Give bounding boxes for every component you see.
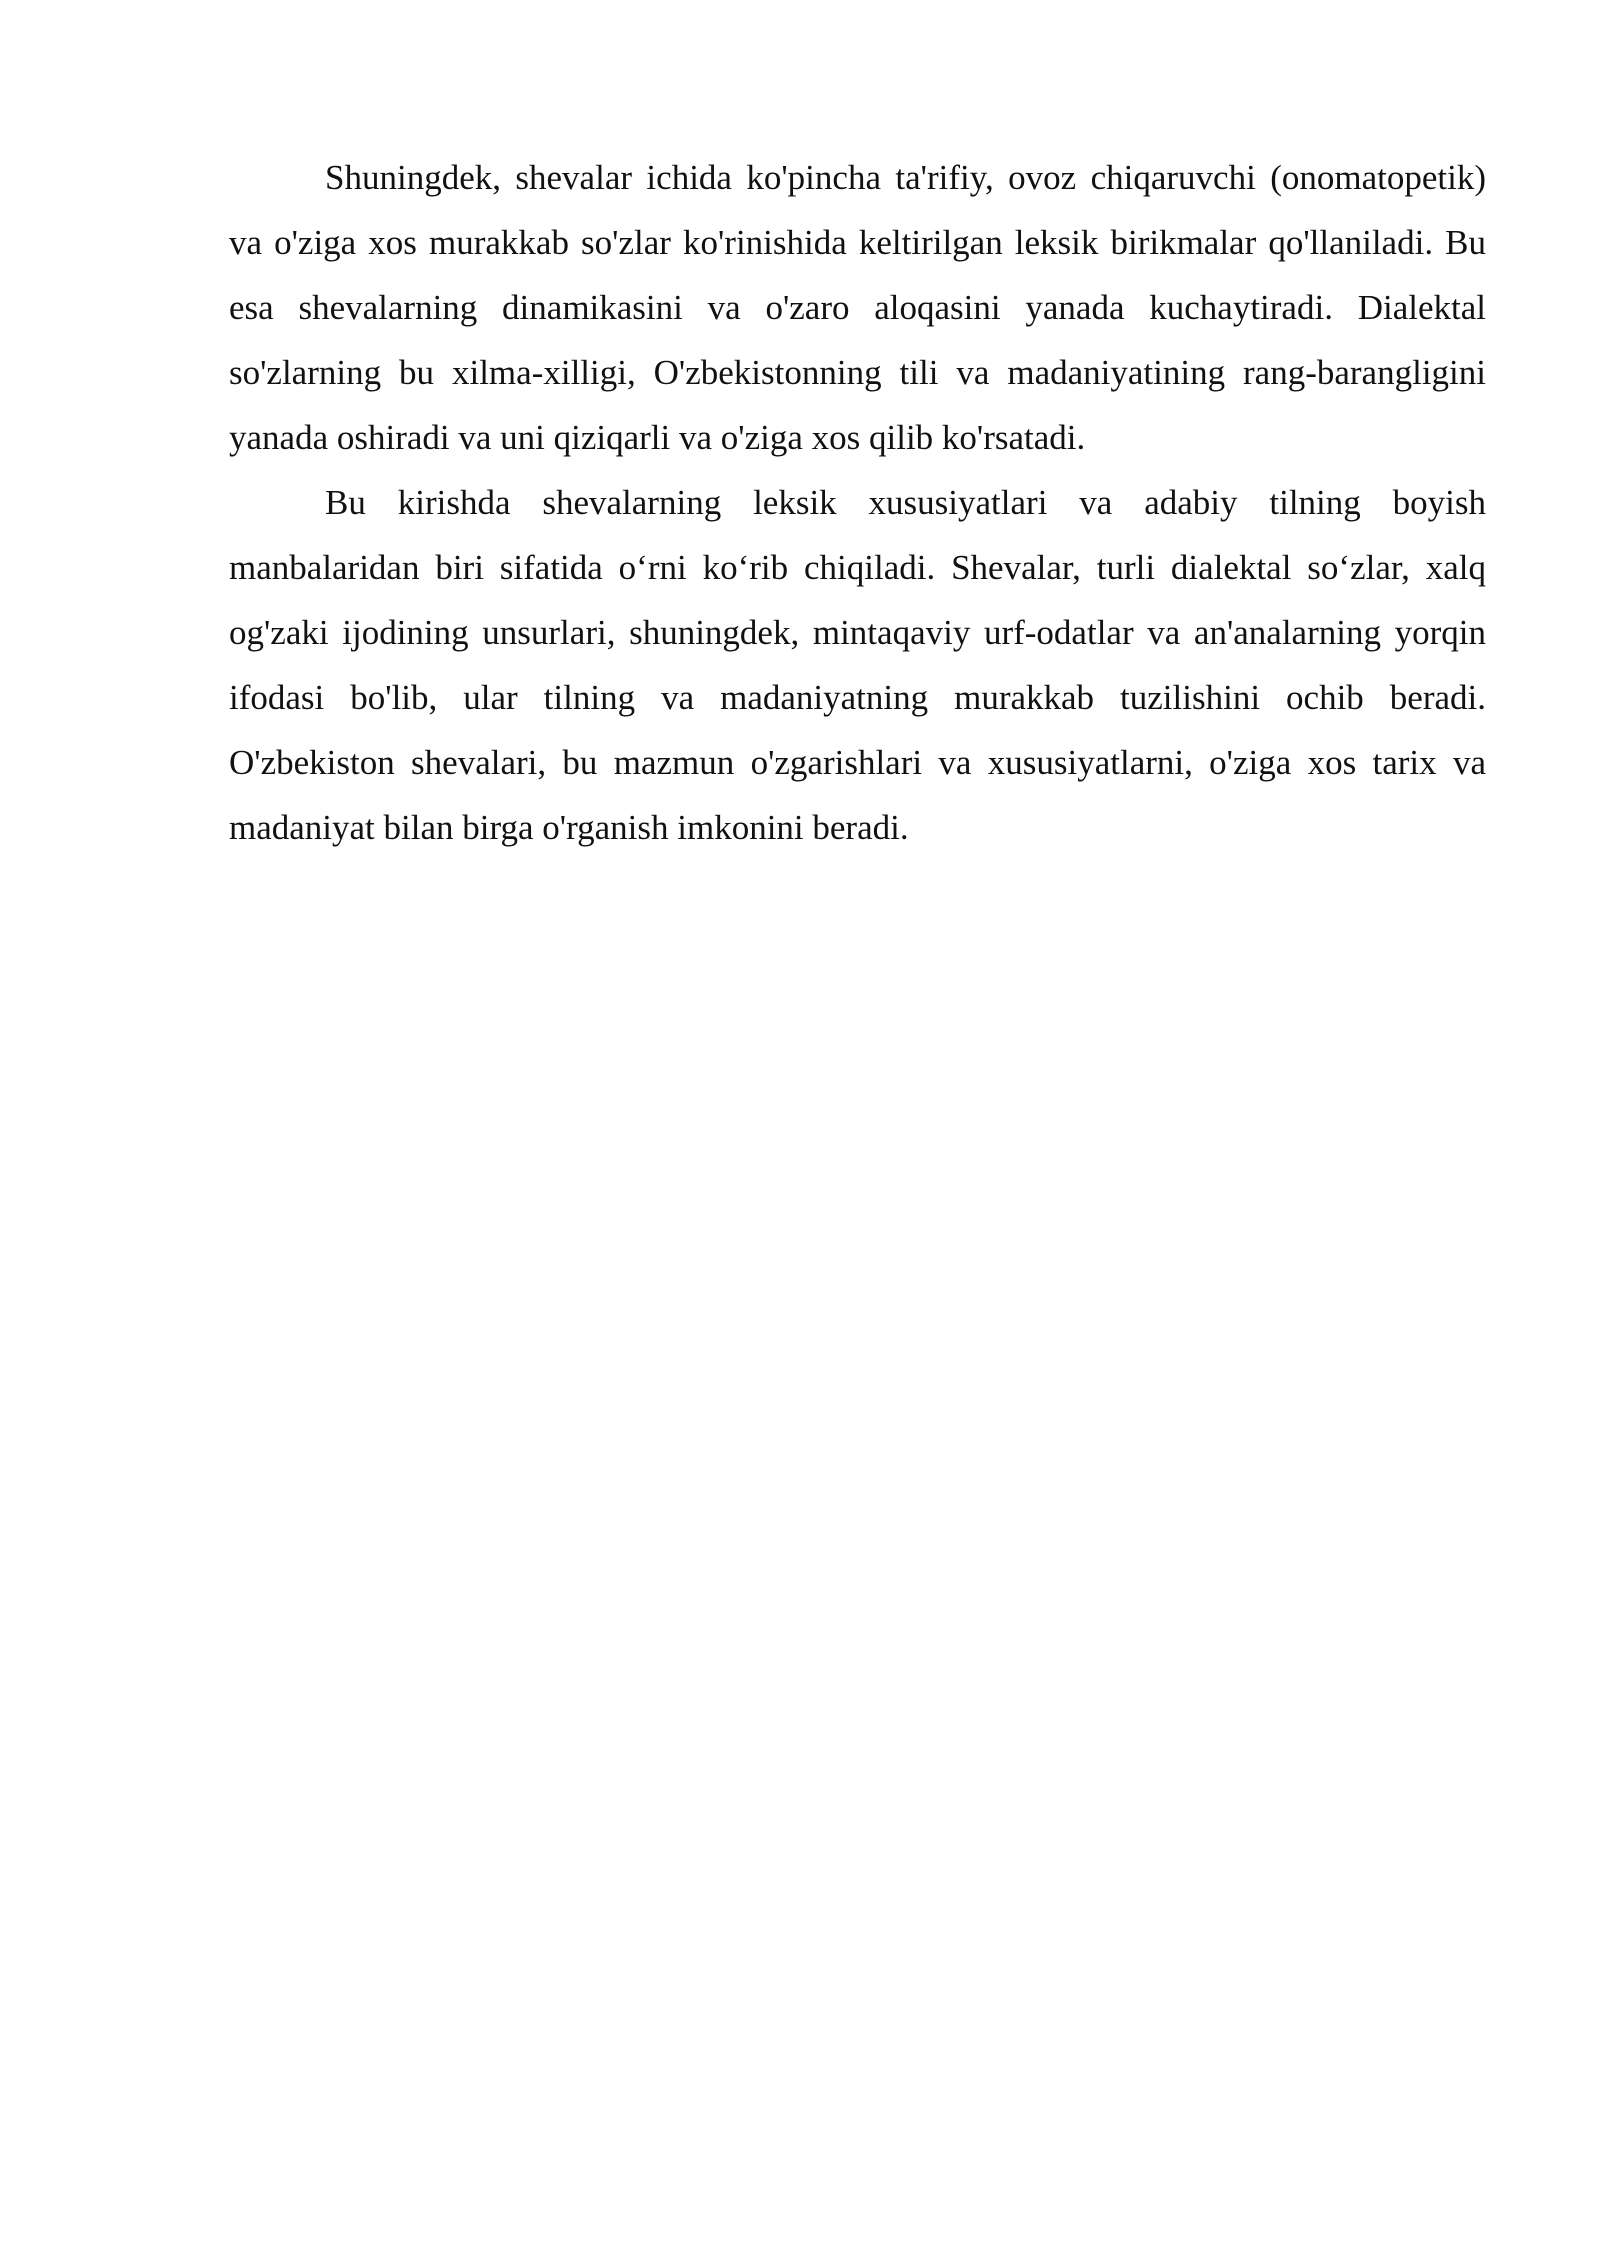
- document-body: [229, 145, 1486, 860]
- paragraph-2: Bu kirishda shevalarning leksik xususiyatlari va adabiy tilning boyish manbalaridan biri sifatida o‘rni ko‘rib chiqiladi. Shevalar, turli dialektal so‘zlar, xalq og'zaki ijodining unsurlari, shuningdek, mintaqaviy urf-odatlar va an'analarning yorqin ifodasi bo'lib, ular tilning va madaniyatning murakkab tuzilishini ochib beradi. O'zbekiston shevalari, bu mazmun o'zgarishlari va xususiyatlarni, o'ziga xos tarix va madaniyat bilan birga o'rganish imkonini beradi.: [229, 483, 1486, 847]
- paragraph-1: Shuningdek, shevalar ichida ko'pincha ta'rifiy, ovoz chiqaruvchi (onomatopetik) va o'ziga xos murakkab so'zlar ko'rinishida keltirilgan leksik birikmalar qo'llaniladi. Bu esa shevalarning dinamikasini va o'zaro aloqasini yanada kuchaytiradi. Dialektal so'zlarning bu xilma-xilligi, O'zbekistonning tili va madaniyatining rang-barangligini yanada oshiradi va uni qiziqarli va o'ziga xos qilib ko'rsatadi.: [229, 158, 1486, 457]
